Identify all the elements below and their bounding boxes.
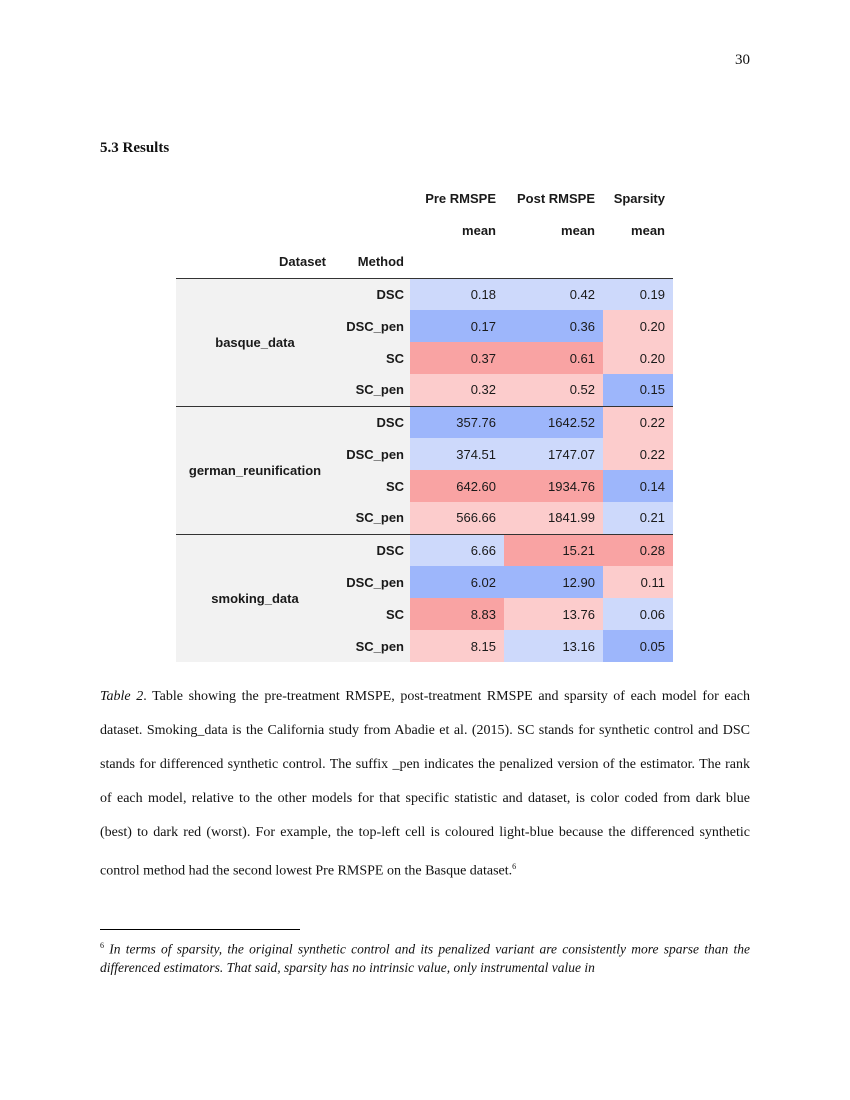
value-cell-post-rmspe: 1747.07 — [504, 438, 603, 470]
value-cell-pre-rmspe: 0.37 — [410, 342, 504, 374]
value-cell-sparsity: 0.20 — [603, 310, 673, 342]
footnote-reference: 6 — [512, 862, 517, 871]
table-row — [176, 534, 673, 566]
footnote-text: In terms of sparsity, the original synthetic control and its penalized variant are consistently more sparse than the differenced estimators. That said, sparsity has no intrinsic value, only instrumental value in — [100, 941, 750, 975]
value-cell-pre-rmspe: 8.15 — [410, 630, 504, 662]
value-cell-pre-rmspe: 642.60 — [410, 470, 504, 502]
value-cell-pre-rmspe: 566.66 — [410, 502, 504, 534]
value-cell-pre-rmspe: 0.17 — [410, 310, 504, 342]
value-cell-sparsity: 0.19 — [603, 278, 673, 310]
method-label: SC_pen — [334, 630, 410, 662]
caption-label: Table 2 — [100, 689, 144, 704]
method-label: DSC_pen — [334, 566, 410, 598]
method-label: DSC_pen — [334, 438, 410, 470]
index-header-dataset: Dataset — [279, 254, 326, 270]
value-cell-sparsity: 0.22 — [603, 406, 673, 438]
footnote-divider — [100, 929, 300, 930]
value-cell-pre-rmspe: 357.76 — [410, 406, 504, 438]
value-cell-pre-rmspe: 6.66 — [410, 534, 504, 566]
value-cell-post-rmspe: 0.36 — [504, 310, 603, 342]
page-number: 30 — [735, 52, 750, 68]
value-cell-sparsity: 0.15 — [603, 374, 673, 406]
value-cell-post-rmspe: 1934.76 — [504, 470, 603, 502]
value-cell-post-rmspe: 13.76 — [504, 598, 603, 630]
value-cell-sparsity: 0.28 — [603, 534, 673, 566]
method-label: DSC — [334, 534, 410, 566]
method-label: SC_pen — [334, 374, 410, 406]
value-cell-post-rmspe: 13.16 — [504, 630, 603, 662]
footnote — [100, 937, 750, 977]
value-cell-pre-rmspe: 8.83 — [410, 598, 504, 630]
col-header-sparsity: Sparsity — [613, 190, 665, 206]
method-label: DSC — [334, 278, 410, 310]
table-caption — [100, 680, 750, 889]
table-row — [176, 406, 673, 438]
sub-header-post-mean: mean — [561, 222, 595, 238]
value-cell-pre-rmspe: 6.02 — [410, 566, 504, 598]
method-label: SC — [334, 470, 410, 502]
section-heading: 5.3 Results — [100, 140, 170, 156]
dataset-label: german_reunification — [176, 406, 334, 534]
footnote-marker: 6 — [100, 941, 104, 950]
col-header-post-rmspe: Post RMSPE — [516, 190, 595, 206]
sub-header-sparsity-mean: mean — [631, 222, 665, 238]
value-cell-pre-rmspe: 0.18 — [410, 278, 504, 310]
value-cell-sparsity: 0.21 — [603, 502, 673, 534]
index-header-method: Method — [357, 254, 404, 270]
value-cell-post-rmspe: 12.90 — [504, 566, 603, 598]
method-label: SC — [334, 598, 410, 630]
method-label: SC — [334, 342, 410, 374]
value-cell-sparsity: 0.11 — [603, 566, 673, 598]
value-cell-sparsity: 0.14 — [603, 470, 673, 502]
value-cell-sparsity: 0.05 — [603, 630, 673, 662]
dataset-label: smoking_data — [176, 534, 334, 662]
value-cell-post-rmspe: 0.42 — [504, 278, 603, 310]
value-cell-post-rmspe: 1642.52 — [504, 406, 603, 438]
method-label: DSC_pen — [334, 310, 410, 342]
value-cell-post-rmspe: 0.61 — [504, 342, 603, 374]
value-cell-pre-rmspe: 374.51 — [410, 438, 504, 470]
value-cell-post-rmspe: 1841.99 — [504, 502, 603, 534]
value-cell-post-rmspe: 0.52 — [504, 374, 603, 406]
table-row — [176, 278, 673, 310]
value-cell-post-rmspe: 15.21 — [504, 534, 603, 566]
dataset-label: basque_data — [176, 278, 334, 406]
method-label: SC_pen — [334, 502, 410, 534]
caption-text: . Table showing the pre-treatment RMSPE, post-treatment RMSPE and sparsity of each model for each dataset. Smoking_data is the California study from Abadie et al. (2015). SC stands for synthetic control and DSC stands for differenced synthetic control. The suffix _pen indicates the penalized version of the estimator. The rank of each model, relative to the other models for that specific statistic and dataset, is color coded from dark blue (best) to dark red (worst). For example, the top-left cell is coloured light-blue because the differenced synthetic control method had the second lowest Pre RMSPE on the Basque dataset. — [100, 689, 750, 879]
sub-header-pre-mean: mean — [462, 222, 496, 238]
col-header-pre-rmspe: Pre RMSPE — [425, 190, 496, 206]
value-cell-pre-rmspe: 0.32 — [410, 374, 504, 406]
value-cell-sparsity: 0.20 — [603, 342, 673, 374]
value-cell-sparsity: 0.06 — [603, 598, 673, 630]
value-cell-sparsity: 0.22 — [603, 438, 673, 470]
results-table — [176, 182, 673, 662]
method-label: DSC — [334, 406, 410, 438]
